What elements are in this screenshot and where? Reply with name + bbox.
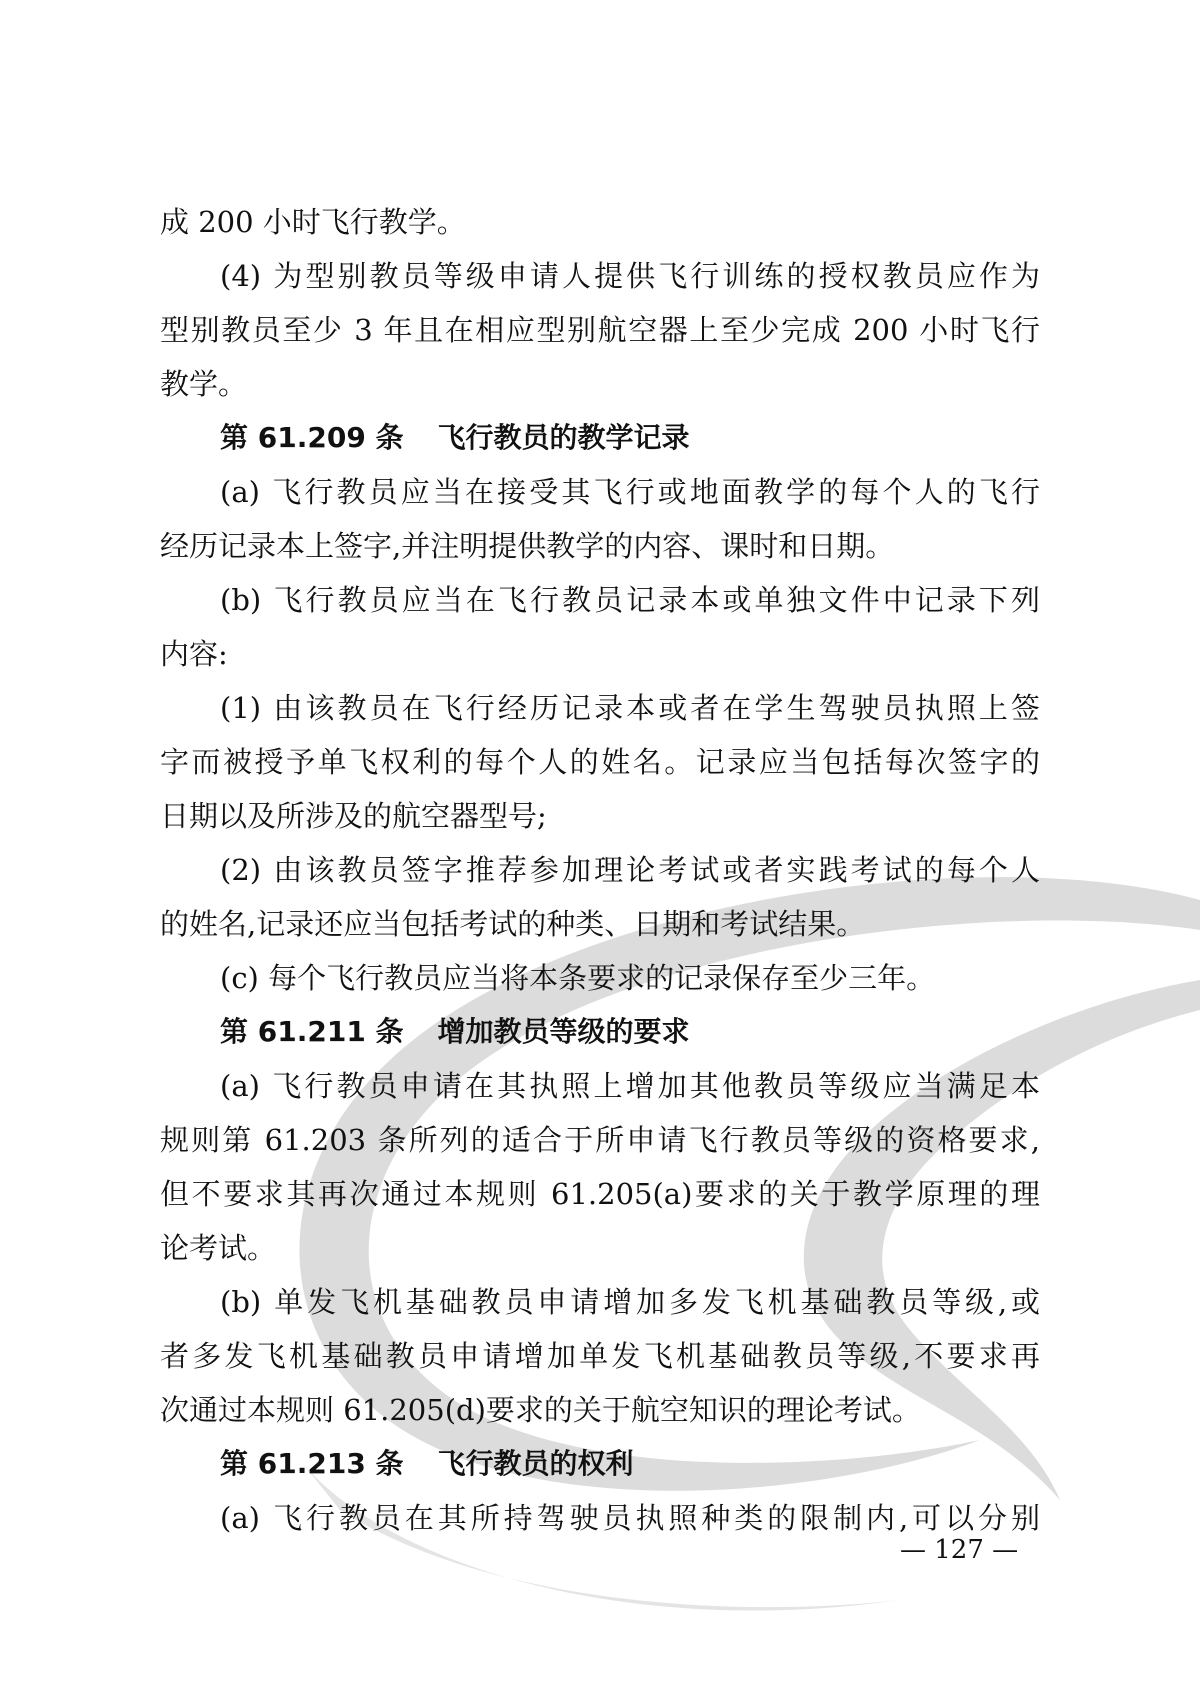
paragraph-line: 字而被授予单飞权利的每个人的姓名。记录应当包括每次签字的 — [160, 745, 1040, 779]
paragraph-line: 者多发飞机基础教员申请增加单发飞机基础教员等级,不要求再 — [160, 1339, 1040, 1373]
section-title: 增加教员等级的要求 — [437, 1015, 690, 1048]
paragraph-line: 论考试。 — [160, 1231, 277, 1265]
paragraph-line: 内容: — [160, 637, 228, 671]
section-title: 飞行教员的教学记录 — [437, 421, 690, 454]
paragraph-line: 教学。 — [160, 367, 248, 401]
paragraph-line: 规则第 61.203 条所列的适合于所申请飞行教员等级的资格要求, — [160, 1123, 1040, 1157]
paragraph-line: 日期以及所涉及的航空器型号; — [160, 799, 547, 833]
page-number: — 127 — — [900, 1535, 1019, 1565]
paragraph-line: (1) 由该教员在飞行经历记录本或者在学生驾驶员执照上签 — [220, 691, 1040, 725]
paragraph-line: (c) 每个飞行教员应当将本条要求的记录保存至少三年。 — [220, 961, 936, 995]
section-heading — [160, 1437, 1040, 1491]
paragraph-line: 经历记录本上签字,并注明提供教学的内容、课时和日期。 — [160, 529, 895, 563]
paragraph-line: 的姓名,记录还应当包括考试的种类、日期和考试结果。 — [160, 907, 866, 941]
paragraph-line: (a) 飞行教员申请在其执照上增加其他教员等级应当满足本 — [220, 1069, 1040, 1103]
paragraph-line: (b) 单发飞机基础教员申请增加多发飞机基础教员等级,或 — [220, 1285, 1040, 1319]
section-number: 第 61.209 条 — [220, 421, 404, 454]
paragraph-line: 但不要求其再次通过本规则 61.205(a)要求的关于教学原理的理 — [160, 1177, 1040, 1211]
document-body — [160, 195, 1040, 1545]
paragraph-line: 次通过本规则 61.205(d)要求的关于航空知识的理论考试。 — [160, 1393, 921, 1427]
paragraph-line: (2) 由该教员签字推荐参加理论考试或者实践考试的每个人 — [220, 853, 1040, 887]
paragraph-line: 型别教员至少 3 年且在相应型别航空器上至少完成 200 小时飞行 — [160, 313, 1040, 347]
paragraph-line: (a) 飞行教员应当在接受其飞行或地面教学的每个人的飞行 — [220, 475, 1040, 509]
section-title: 飞行教员的权利 — [437, 1447, 634, 1480]
section-number: 第 61.213 条 — [220, 1447, 404, 1480]
section-heading — [160, 411, 1040, 465]
section-number: 第 61.211 条 — [220, 1015, 404, 1048]
paragraph-line: 成 200 小时飞行教学。 — [160, 205, 466, 239]
paragraph-line: (a) 飞行教员在其所持驾驶员执照种类的限制内,可以分别 — [220, 1501, 1040, 1535]
paragraph-line: (4) 为型别教员等级申请人提供飞行训练的授权教员应作为 — [220, 259, 1040, 293]
section-heading — [160, 1005, 1040, 1059]
paragraph-line: (b) 飞行教员应当在飞行教员记录本或单独文件中记录下列 — [220, 583, 1040, 617]
